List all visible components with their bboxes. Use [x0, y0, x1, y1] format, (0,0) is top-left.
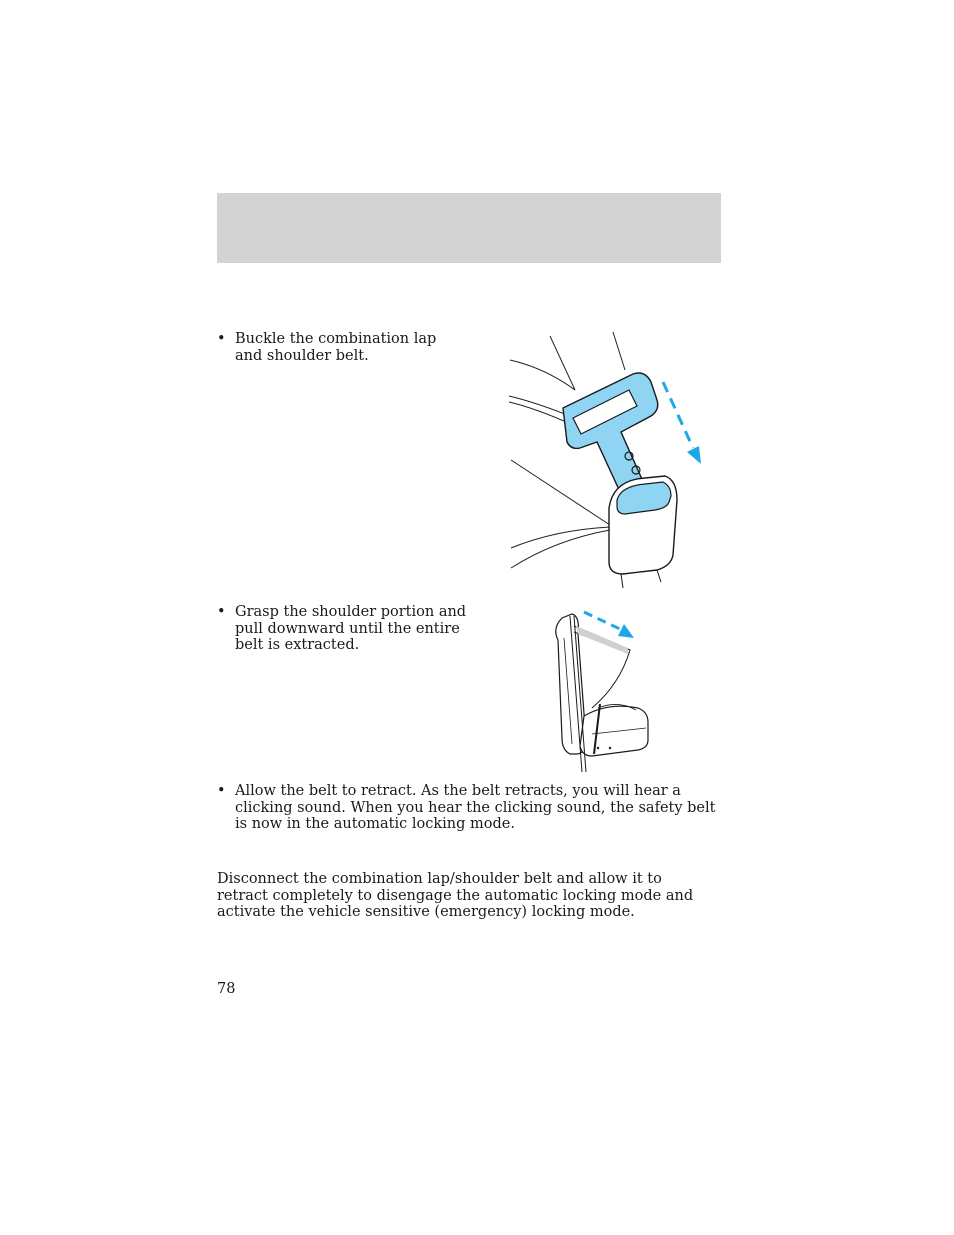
- bullet-text: Grasp the shoulder portion and pull downward until the entire belt is extracted.: [235, 604, 467, 654]
- bullet-icon: •: [217, 604, 226, 620]
- page-number: 78: [217, 981, 236, 997]
- bullet-text: Allow the belt to retract. As the belt retracts, you will hear a clicking sound. When you hear the clicking sound, the safety belt is now in the automatic locking mode.: [235, 783, 716, 833]
- bullet-item-retract: [217, 783, 723, 833]
- section-header-band: [217, 193, 721, 263]
- bullet-icon: •: [217, 331, 226, 347]
- bullet-item-buckle: [217, 331, 467, 364]
- bullet-text: Buckle the combination lap and shoulder belt.: [235, 331, 437, 364]
- bullet-icon: •: [217, 783, 226, 799]
- seat-belt-extraction-illustration: [548, 604, 658, 776]
- buckle-illustration: [505, 330, 720, 592]
- bullet-item-grasp: [217, 604, 467, 654]
- disconnect-instructions: Disconnect the combination lap/shoulder belt and allow it to retract completely to disengage the automatic locking mode and activate the vehicle sensitive (emergency) locking mode.: [217, 871, 694, 921]
